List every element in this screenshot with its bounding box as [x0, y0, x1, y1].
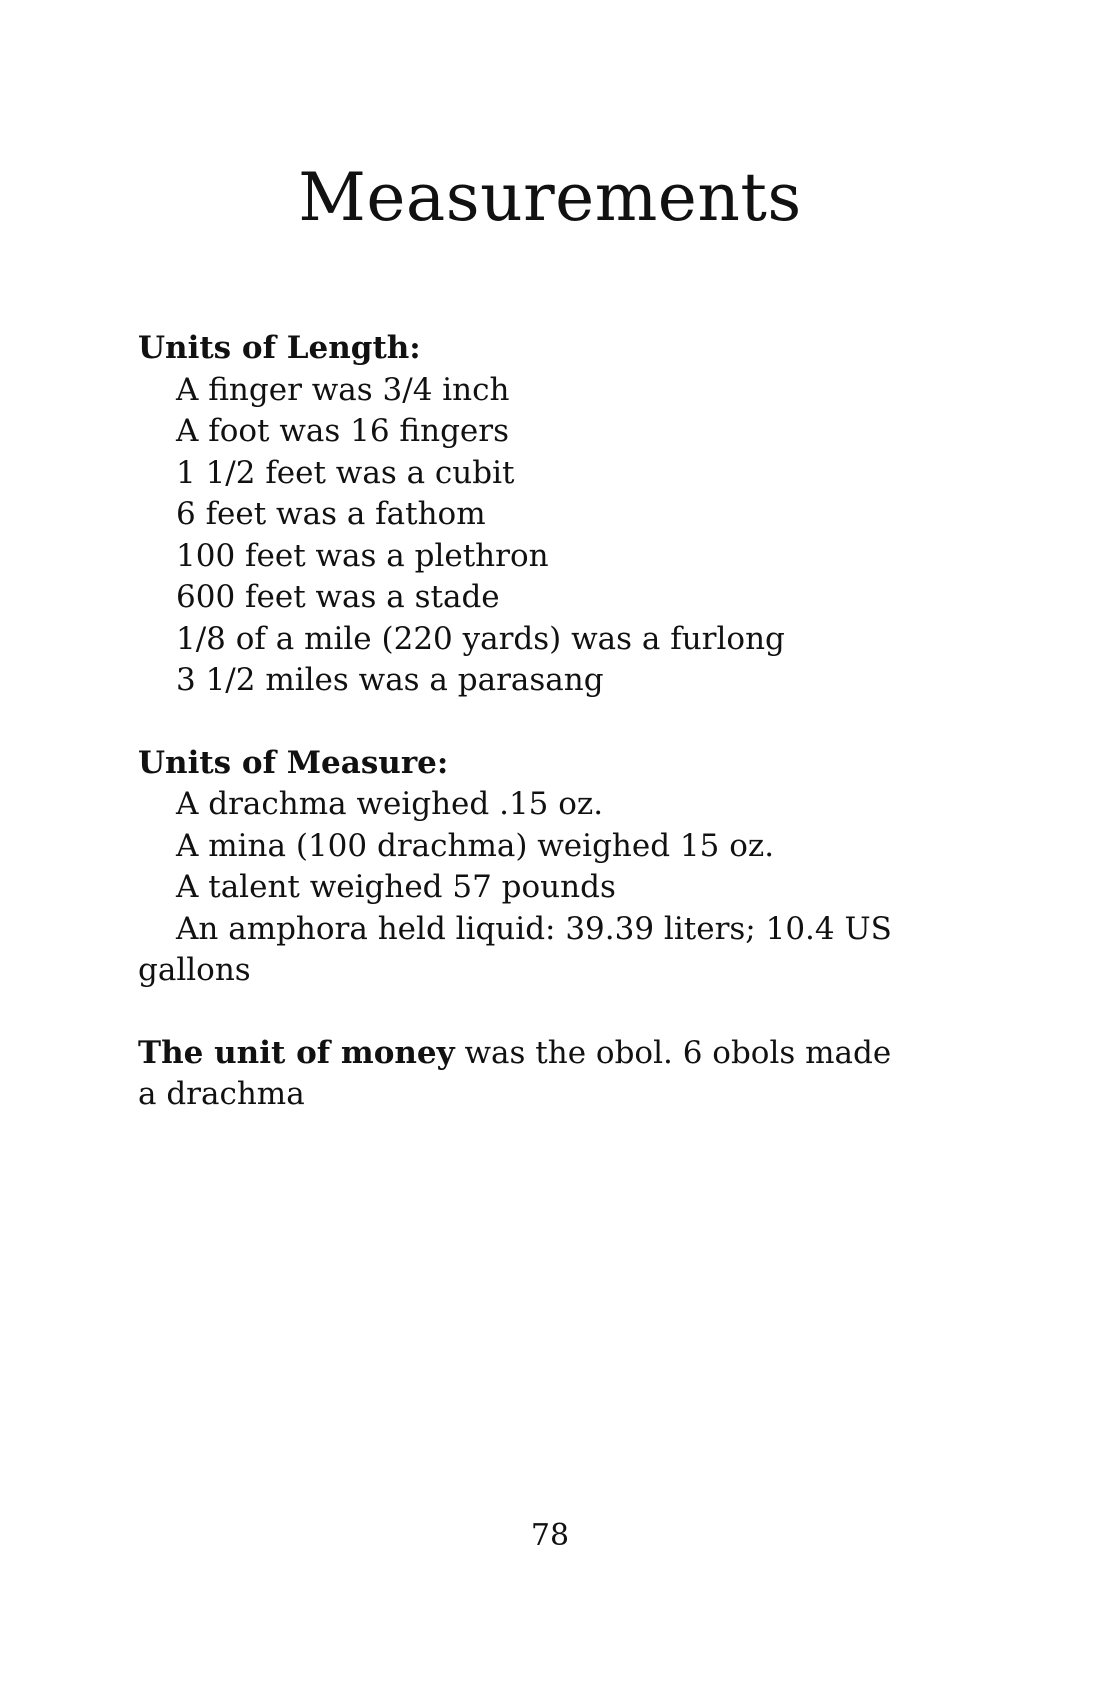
page-body	[138, 328, 918, 1116]
measure-item-drachma: A drachma weighed .15 oz.	[176, 786, 604, 822]
length-item-stade: 600 feet was a stade	[176, 579, 500, 615]
units-of-measure-section	[138, 743, 918, 992]
length-item-furlong: 1/8 of a mile (220 yards) was a furlong	[176, 620, 785, 657]
length-item-plethron: 100 feet was a plethron	[176, 537, 549, 574]
units-of-length-heading: Units of Length:	[138, 330, 421, 366]
measure-item-amphora: An amphora held liquid: 39.39 liters; 10.4 US gallons	[138, 910, 892, 988]
length-item-cubit: 1 1/2 feet was a cubit	[176, 454, 515, 491]
measure-item-talent: A talent weighed 57 pounds	[176, 869, 616, 905]
unit-of-money-paragraph	[138, 1033, 918, 1116]
length-item-foot: A foot was 16 fingers	[176, 413, 509, 449]
length-item-finger: A finger was 3/4 inch	[176, 371, 510, 408]
unit-of-money-lead: The unit of money	[138, 1034, 455, 1071]
length-item-fathom: 6 feet was a fathom	[176, 496, 486, 532]
units-of-length-section	[138, 328, 918, 702]
unit-of-money-text: was the obol. 6 obols made a drachma	[138, 1034, 892, 1112]
page-title: Measurements	[298, 159, 802, 236]
units-of-measure-heading: Units of Measure:	[138, 744, 449, 781]
length-item-parasang: 3 1/2 miles was a parasang	[176, 662, 604, 698]
measure-item-mina: A mina (100 drachma) weighed 15 oz.	[176, 827, 775, 864]
page-number: 78	[530, 1518, 570, 1553]
